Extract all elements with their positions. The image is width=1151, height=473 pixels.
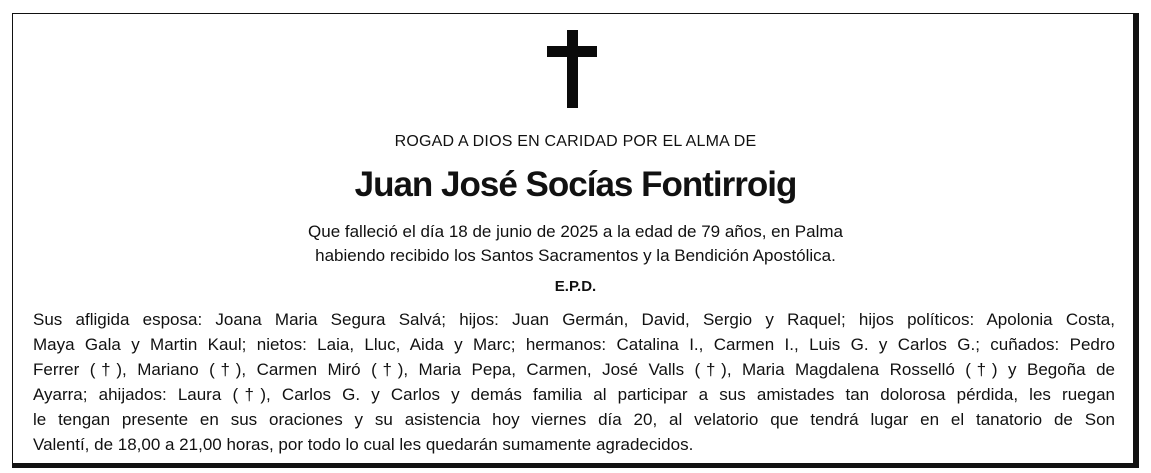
death-line-2: habiendo recibido los Santos Sacramentos y la Bendición Apostólica. [315, 246, 836, 265]
body-line-5: le tengan presente en sus oraciones y su asistencia hoy viernes día 20, al velatorio que tendrá lugar en el tanatorio de Son [33, 410, 1115, 429]
body-line-1: Sus afligida esposa: Joana Maria Segura Salvá; hijos: Juan Germán, David, Sergio y Raquel; hijos políticos: Apolonia Costa, [33, 310, 1115, 329]
epd-label: E.P.D. [554, 278, 597, 295]
body-line-4: Ayarra; ahijados: Laura (†), Carlos G. y Carlos y demás familia al participar a sus amistades tan dolorosa pérdida, les ruegan [33, 385, 1115, 404]
body-line-3: Ferrer (†), Mariano (†), Carmen Miró (†), Maria Pepa, Carmen, José Valls (†), Maria Magdalena Rosselló (†) y Begoña de [33, 360, 1115, 379]
frame-shadow-bottom [12, 464, 1139, 468]
death-details [0, 220, 1151, 268]
family-notice-body [33, 307, 1115, 457]
body-line-2: Maya Gala y Martin Kaul; nietos: Laia, Lluc, Aida y Marc; hermanos: Catalina I., Carmen I., Luis G. y Carlos G.; cuñados: Pedro [33, 335, 1115, 354]
death-line-1: Que falleció el día 18 de junio de 2025 a la edad de 79 años, en Palma [308, 222, 843, 241]
pray-line: ROGAD A DIOS EN CARIDAD POR EL ALMA DE [394, 133, 757, 150]
cross-icon [547, 30, 597, 108]
deceased-name: Juan José Socías Fontirroig [354, 165, 797, 204]
cross-horizontal-bar [547, 46, 597, 57]
cross-vertical-bar [567, 30, 578, 108]
body-line-6: Valentí, de 18,00 a 21,00 horas, por todo lo cual les quedarán sumamente agradecidos. [33, 435, 694, 454]
